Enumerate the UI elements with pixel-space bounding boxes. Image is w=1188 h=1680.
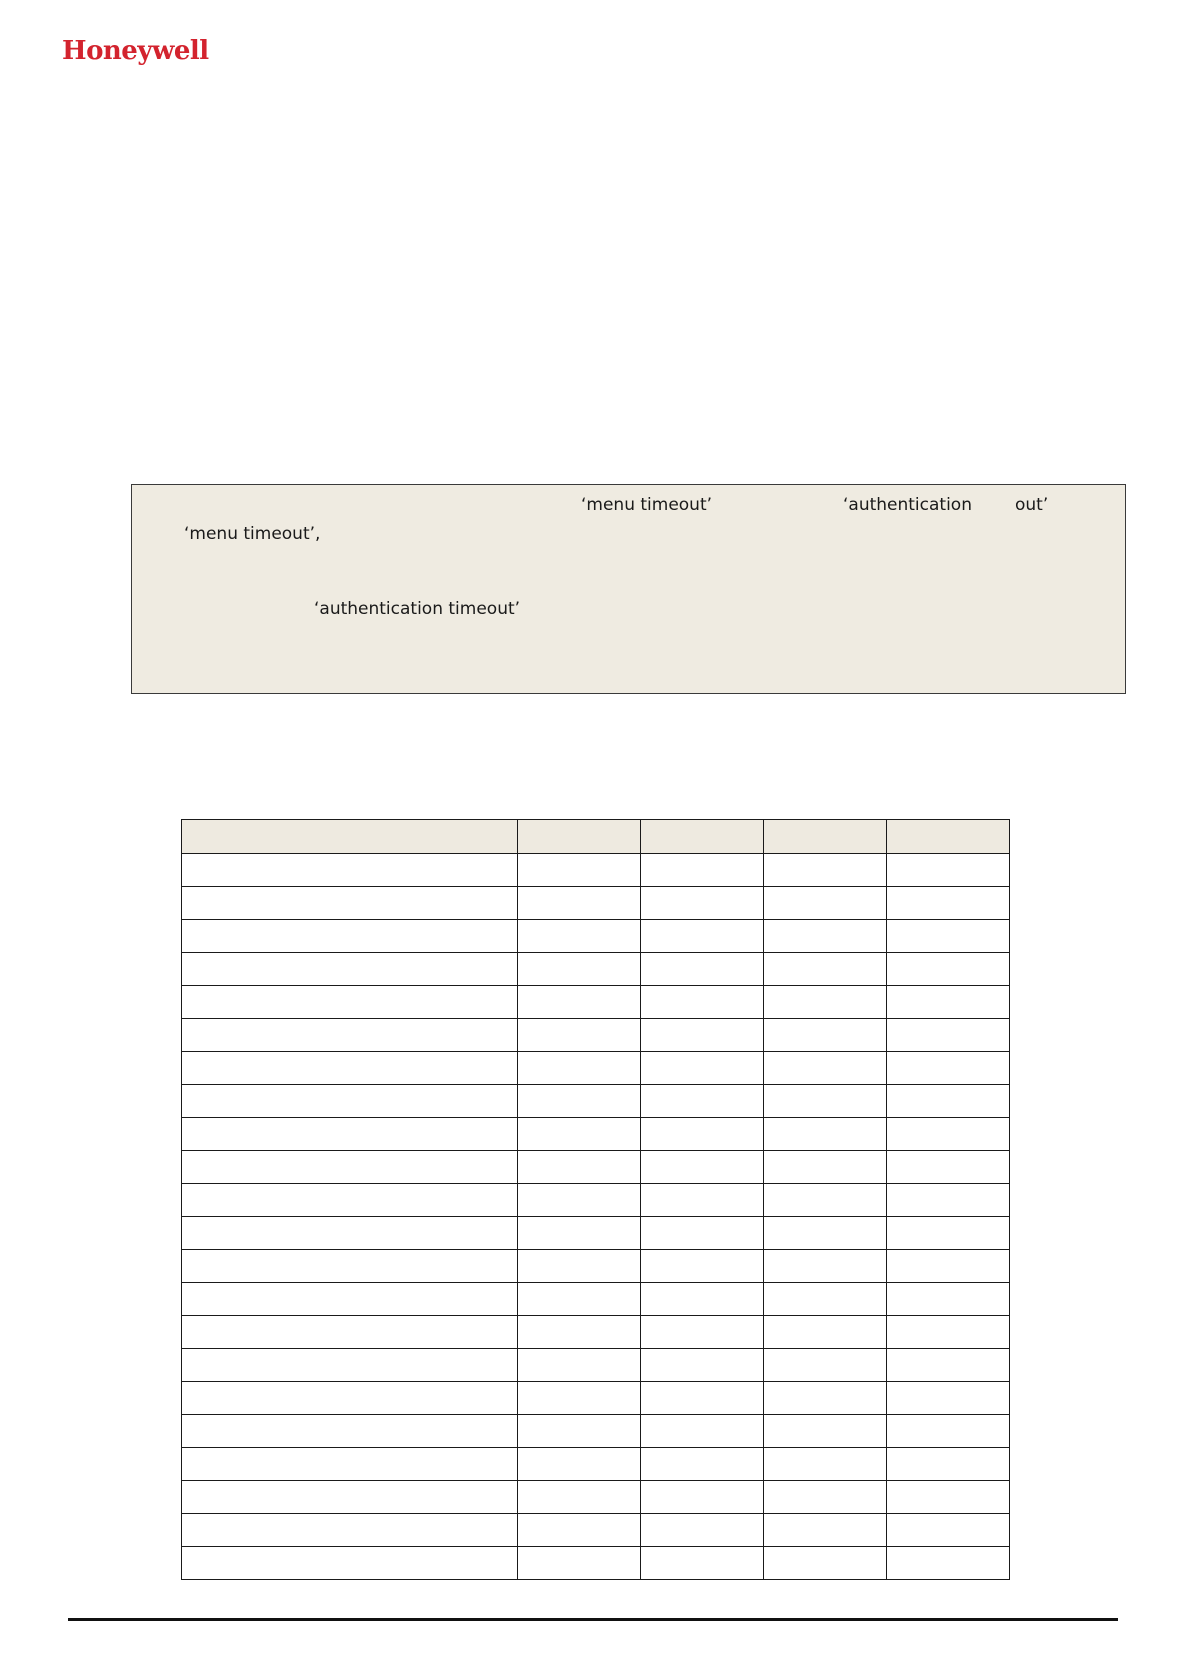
table-cell <box>641 953 764 986</box>
table-cell <box>887 920 1010 953</box>
table-row <box>182 1547 1010 1580</box>
table-cell <box>764 1052 887 1085</box>
table-cell <box>518 1184 641 1217</box>
table-header-cell <box>887 820 1010 854</box>
table-cell <box>182 1217 518 1250</box>
table-cell <box>182 887 518 920</box>
table-cell <box>182 1118 518 1151</box>
table-cell <box>764 854 887 887</box>
table-cell <box>641 1283 764 1316</box>
table-cell <box>182 1019 518 1052</box>
table-header-cell <box>641 820 764 854</box>
table-cell <box>887 1283 1010 1316</box>
table-row <box>182 986 1010 1019</box>
note-fragment-out: out’ <box>1015 495 1049 515</box>
table-cell <box>641 1316 764 1349</box>
table-cell <box>641 1547 764 1580</box>
table-cell <box>182 1349 518 1382</box>
table-cell <box>764 1547 887 1580</box>
table-cell <box>887 1217 1010 1250</box>
table-cell <box>887 1151 1010 1184</box>
table-cell <box>887 1316 1010 1349</box>
table-cell <box>641 1415 764 1448</box>
table-cell <box>518 1019 641 1052</box>
table-cell <box>182 1514 518 1547</box>
table-cell <box>518 854 641 887</box>
table-body <box>182 854 1010 1580</box>
table-cell <box>764 1316 887 1349</box>
table-cell <box>641 1349 764 1382</box>
table-cell <box>182 920 518 953</box>
table-row <box>182 1250 1010 1283</box>
table-cell <box>518 1481 641 1514</box>
table-header-row <box>182 820 1010 854</box>
table-row <box>182 1052 1010 1085</box>
table-cell <box>641 920 764 953</box>
table-cell <box>182 1052 518 1085</box>
table-cell <box>182 1415 518 1448</box>
table-cell <box>887 887 1010 920</box>
table-cell <box>518 1151 641 1184</box>
table-cell <box>518 1382 641 1415</box>
table-row <box>182 1415 1010 1448</box>
table-cell <box>764 1514 887 1547</box>
table-cell <box>182 1481 518 1514</box>
table-cell <box>764 920 887 953</box>
table-cell <box>641 1184 764 1217</box>
table-cell <box>764 1118 887 1151</box>
table-cell <box>764 1481 887 1514</box>
table-cell <box>518 986 641 1019</box>
table-cell <box>887 1481 1010 1514</box>
table-cell <box>887 986 1010 1019</box>
table-cell <box>182 1448 518 1481</box>
table-cell <box>182 1547 518 1580</box>
table-cell <box>518 953 641 986</box>
table-cell <box>641 854 764 887</box>
table-row <box>182 920 1010 953</box>
table-row <box>182 1217 1010 1250</box>
table-cell <box>518 1415 641 1448</box>
table-row <box>182 953 1010 986</box>
table-cell <box>518 1547 641 1580</box>
table-cell <box>887 953 1010 986</box>
table-cell <box>641 1085 764 1118</box>
note-fragment-menu-timeout-comma: ‘menu timeout’, <box>184 524 321 544</box>
table-cell <box>518 887 641 920</box>
table-cell <box>641 986 764 1019</box>
table-cell <box>641 1481 764 1514</box>
table-cell <box>182 986 518 1019</box>
table-cell <box>518 920 641 953</box>
table-cell <box>182 953 518 986</box>
table-cell <box>764 1283 887 1316</box>
table-cell <box>182 1151 518 1184</box>
table-cell <box>518 1514 641 1547</box>
table-cell <box>518 1217 641 1250</box>
table-cell <box>887 1184 1010 1217</box>
data-table <box>181 819 1010 1580</box>
footer-rule <box>68 1618 1118 1621</box>
table-cell <box>764 953 887 986</box>
table-cell <box>887 1547 1010 1580</box>
table-cell <box>182 1316 518 1349</box>
table-cell <box>887 1250 1010 1283</box>
table-cell <box>764 1448 887 1481</box>
table-cell <box>887 1382 1010 1415</box>
table-header-cell <box>182 820 518 854</box>
note-fragment-menu-timeout: ‘menu timeout’ <box>581 495 713 515</box>
table-cell <box>518 1052 641 1085</box>
table-row <box>182 1349 1010 1382</box>
table-row <box>182 1448 1010 1481</box>
table-cell <box>887 1514 1010 1547</box>
table-row <box>182 887 1010 920</box>
table-cell <box>764 1085 887 1118</box>
honeywell-logo: Honeywell <box>62 36 209 66</box>
table-cell <box>887 854 1010 887</box>
note-fragment-authentication: ‘authentication <box>843 495 972 515</box>
table-cell <box>641 1250 764 1283</box>
table-row <box>182 1514 1010 1547</box>
table-cell <box>518 1118 641 1151</box>
table-cell <box>182 1184 518 1217</box>
table-row <box>182 1316 1010 1349</box>
table-row <box>182 1283 1010 1316</box>
table-cell <box>764 1382 887 1415</box>
table-header-cell <box>518 820 641 854</box>
note-fragment-authentication-timeout: ‘authentication timeout’ <box>314 599 521 619</box>
table-cell <box>641 1448 764 1481</box>
table-cell <box>641 887 764 920</box>
table-header-cell <box>764 820 887 854</box>
table-cell <box>518 1283 641 1316</box>
table-cell <box>764 887 887 920</box>
table-cell <box>887 1118 1010 1151</box>
table-cell <box>887 1019 1010 1052</box>
table-row <box>182 1085 1010 1118</box>
table-cell <box>182 1250 518 1283</box>
table-cell <box>182 854 518 887</box>
table-row <box>182 1019 1010 1052</box>
table-cell <box>641 1514 764 1547</box>
table-cell <box>764 1217 887 1250</box>
table-cell <box>641 1118 764 1151</box>
table-cell <box>518 1349 641 1382</box>
table-cell <box>764 986 887 1019</box>
table-cell <box>641 1151 764 1184</box>
table-cell <box>764 1415 887 1448</box>
note-box <box>131 484 1126 694</box>
table-cell <box>764 1019 887 1052</box>
table-cell <box>887 1085 1010 1118</box>
table-cell <box>887 1415 1010 1448</box>
table-row <box>182 1118 1010 1151</box>
table-row <box>182 1382 1010 1415</box>
table-cell <box>182 1085 518 1118</box>
table-cell <box>518 1085 641 1118</box>
table-cell <box>887 1349 1010 1382</box>
table-cell <box>887 1052 1010 1085</box>
table-row <box>182 1184 1010 1217</box>
table-row <box>182 854 1010 887</box>
table-row <box>182 1151 1010 1184</box>
table-cell <box>764 1184 887 1217</box>
table-cell <box>641 1052 764 1085</box>
table-cell <box>182 1382 518 1415</box>
table-cell <box>641 1382 764 1415</box>
table-cell <box>887 1448 1010 1481</box>
table-cell <box>764 1349 887 1382</box>
table-row <box>182 1481 1010 1514</box>
table-cell <box>641 1217 764 1250</box>
table-cell <box>518 1250 641 1283</box>
table-cell <box>764 1151 887 1184</box>
table-cell <box>182 1283 518 1316</box>
table-cell <box>641 1019 764 1052</box>
table-cell <box>764 1250 887 1283</box>
table-cell <box>518 1316 641 1349</box>
table-cell <box>518 1448 641 1481</box>
